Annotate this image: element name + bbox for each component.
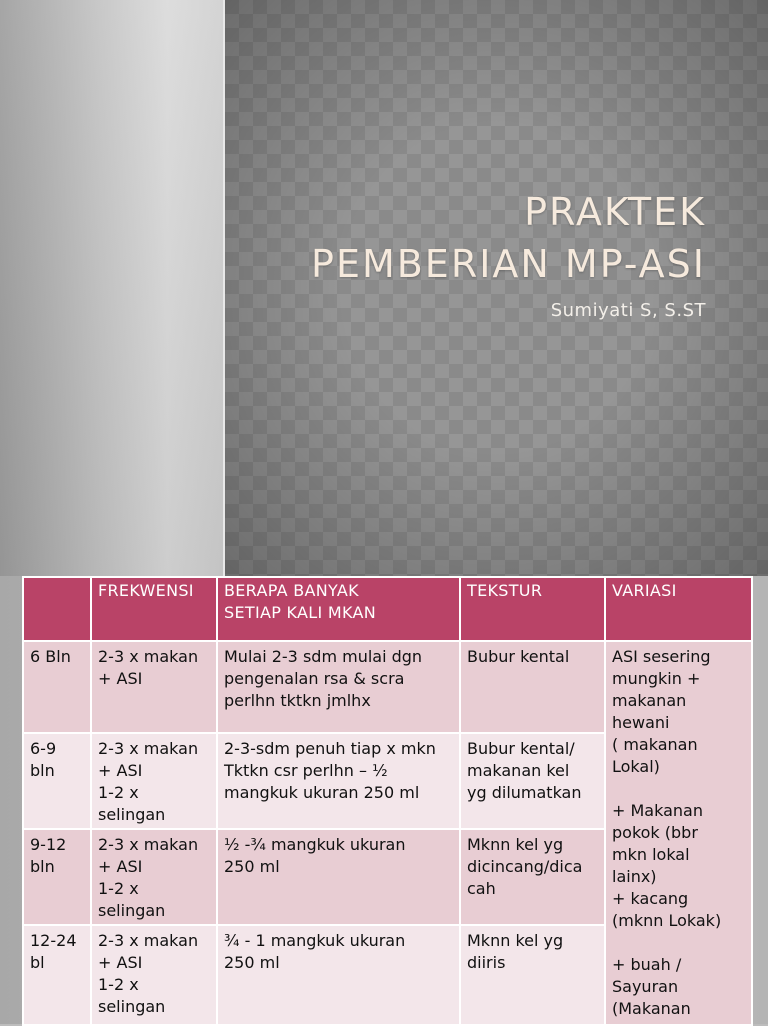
- header-berapa-banyak: BERAPA BANYAK SETIAP KALI MKAN: [217, 577, 460, 641]
- cell-frekwensi: 2-3 x makan + ASI: [91, 641, 217, 733]
- cell-usia: 9-12 bln: [23, 829, 91, 925]
- slide-subtitle: Sumiyati S, S.ST: [550, 300, 706, 321]
- mpasi-table: [22, 576, 753, 1026]
- cell-banyak: 2-3-sdm penuh tiap x mkn Tktkn csr perlhn – ½ mangkuk ukuran 250 ml: [217, 733, 460, 829]
- cell-usia: 12-24 bl: [23, 925, 91, 1025]
- title-line-2: PEMBERIAN MP-ASI: [311, 242, 706, 286]
- cell-usia: 6-9 bln: [23, 733, 91, 829]
- table-row: [23, 641, 752, 733]
- header-frekwensi: FREKWENSI: [91, 577, 217, 641]
- cell-banyak: Mulai 2-3 sdm mulai dgn pengenalan rsa & scra perlhn tktkn jmlhx: [217, 641, 460, 733]
- header-usia: [23, 577, 91, 641]
- cell-variasi: ASI sesering mungkin + makanan hewani ( makanan Lokal) + Makanan pokok (bbr mkn lokal lainx) + kacang (mknn Lokak) + buah / Sayuran (Makanan: [605, 641, 752, 1025]
- cell-usia: 6 Bln: [23, 641, 91, 733]
- cell-tekstur: Mknn kel yg dicincang/dica cah: [460, 829, 605, 925]
- cell-frekwensi: 2-3 x makan + ASI 1-2 x selingan: [91, 733, 217, 829]
- cell-frekwensi: 2-3 x makan + ASI 1-2 x selingan: [91, 829, 217, 925]
- cell-tekstur: Mknn kel yg diiris: [460, 925, 605, 1025]
- table-slide: [0, 576, 768, 1024]
- slide-title: [311, 186, 706, 290]
- cell-tekstur: Bubur kental/ makanan kel yg dilumatkan: [460, 733, 605, 829]
- cell-tekstur: Bubur kental: [460, 641, 605, 733]
- header-tekstur: TEKSTUR: [460, 577, 605, 641]
- cell-frekwensi: 2-3 x makan + ASI 1-2 x selingan: [91, 925, 217, 1025]
- cell-banyak: ½ -¾ mangkuk ukuran 250 ml: [217, 829, 460, 925]
- header-variasi: VARIASI: [605, 577, 752, 641]
- table-header-row: [23, 577, 752, 641]
- cell-banyak: ¾ - 1 mangkuk ukuran 250 ml: [217, 925, 460, 1025]
- left-panel: [0, 0, 223, 576]
- title-line-1: PRAKTEK: [524, 190, 706, 234]
